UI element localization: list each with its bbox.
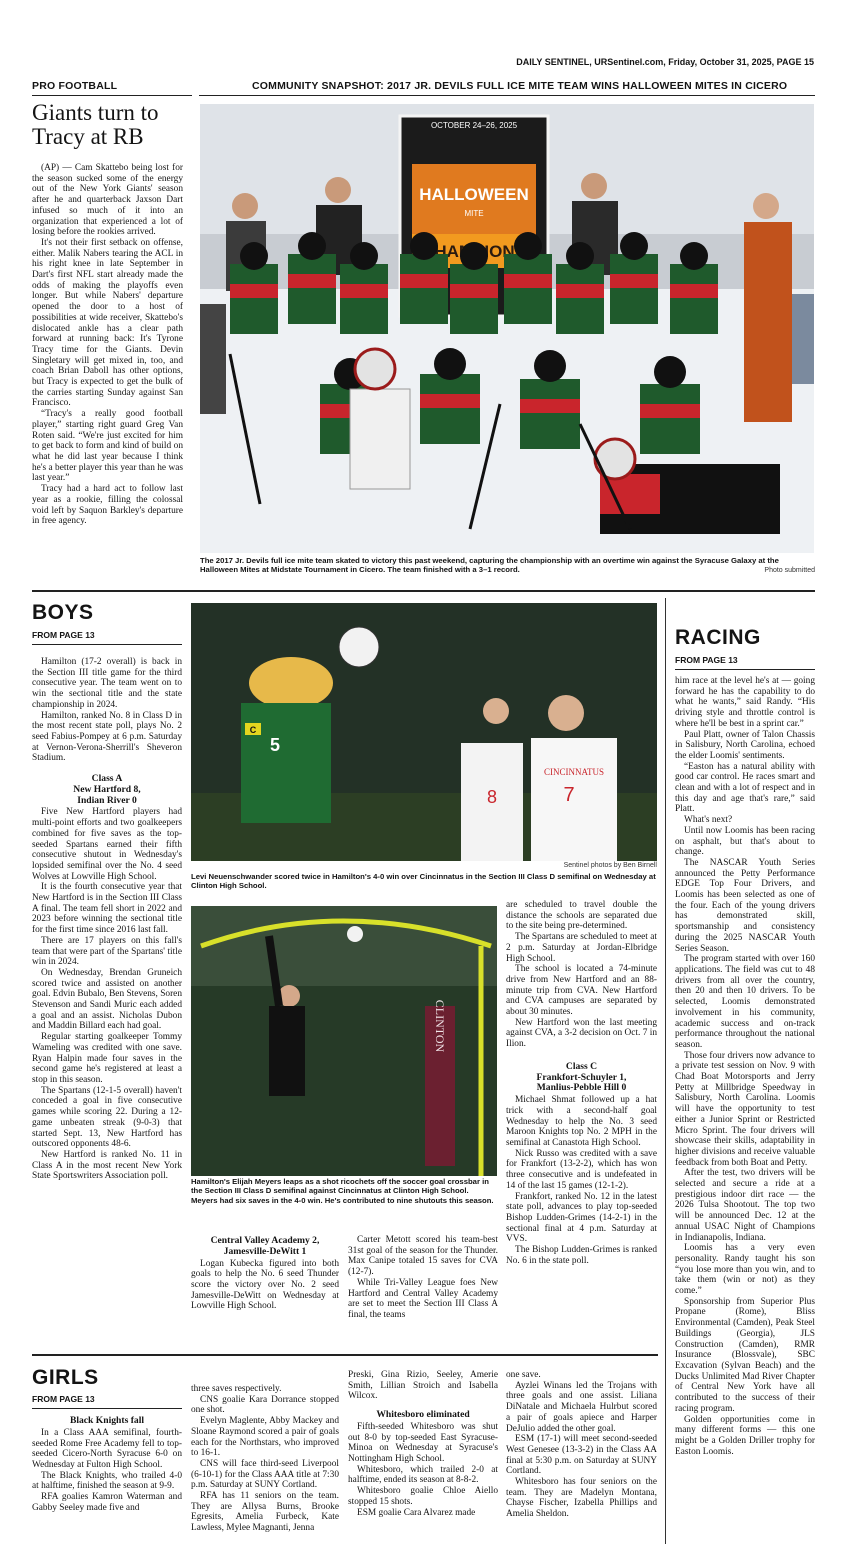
paragraph: one save.	[506, 1370, 541, 1380]
paragraph: In a Class AAA semifinal, fourth-seeded Rome Free Academy fell to top-seeded Cicero-North Syracuse 6-0 on Wednesday at Fulton High School.	[32, 1427, 182, 1470]
subhead: Black Knights fall	[69, 1415, 145, 1426]
paragraph: Tracy had a hard act to follow last year as a rookie, filling the colossal void left by Saquon Barkley's departure in free agency.	[32, 484, 183, 527]
paragraph: Hamilton, ranked No. 8 in Class D in the most recent state poll, plays No. 2 seed Fabius-Pompey at 6 p.m. Saturday at Vernon-Verona-Sherrill's Sheveron Stadium.	[32, 710, 182, 764]
snapshot-caption: The 2017 Jr. Devils full ice mite team skated to victory this past weekend, capturing the championship with an overtime win against the Syracuse Galaxy at the Halloween Mites at Midstate Tournament in Cicero. The team finished with a 3–1 record.	[200, 556, 779, 575]
paragraph: CNS will face third-seed Liverpool (6-10-1) for the Class AAA title at 7:30 p.m. Saturday at SUNY Cortland.	[191, 1458, 339, 1491]
paragraph: ESM (17-1) will meet second-seeded West Genesee (13-3-2) in the Class AA final at 5:30 p.m. on Saturday at SUNY Cortland.	[506, 1434, 657, 1477]
jersey-number-8: 8	[486, 787, 498, 807]
paragraph: On Wednesday, Brendan Gruneich scored twice and assisted on another goal. Edvin Bubalo, Ben Stevens, Soren Stevenson and Sandi Muric each added a goal and an assist. Nicholas Dubon and Maddin Billard each had goal.	[32, 967, 183, 1032]
section-title-girls: GIRLS	[32, 1366, 99, 1389]
paragraph: There are 17 players on this fall's team that were part of the Spartans' title win in 2024.	[32, 935, 182, 968]
boys-column-1	[32, 657, 182, 1182]
section-title-racing: RACING	[675, 626, 761, 649]
page-folio: DAILY SENTINEL, URSentinel.com, Friday, October 31, 2025, PAGE 15	[516, 57, 814, 67]
snapshot-credit: Photo submitted	[764, 567, 815, 574]
section-title-boys: BOYS	[32, 601, 94, 624]
boys-column-3	[348, 1235, 498, 1321]
paragraph: Whitesboro, which trailed 2-0 at halftime, ended its season at 8-8-2.	[348, 1464, 498, 1486]
banner-halloween: HALLOWEEN	[419, 185, 529, 204]
paragraph: The NASCAR Youth Series announced the Petty Performance EDGE Top Four Drivers, and Loomis has been selected as one of the four. Each of the young drivers has demonstrated skill, sportsmanship and consistency during the 2025 NASCAR Youth Series Season.	[675, 857, 815, 954]
paragraph: three saves respectively.	[191, 1384, 282, 1394]
section-label-pro-football: PRO FOOTBALL	[32, 80, 118, 92]
paragraph: Until now Loomis has been racing on asphalt, but that's about to change.	[675, 825, 815, 858]
paragraph: It's not their first setback on offense, either. Malik Nabers tearing the ACL in his right knee in late September in Dart's first NFL start already made the odds of making the playoffs even longer. But while Nabers' departure opened the door to a host of possibilities at wide receiver, Skattebo's dislocated ankle has a clear path forward at running back: It's Tyrone Tracy time for the Giants. Devin Singletary will get mixed in, too, and coach Brian Daboll has other options, but Tracy is expected to get the bulk of the carries starting Sunday against San Francisco.	[32, 237, 183, 409]
paragraph: Nick Russo was credited with a save for Frankfort (13-2-2), which has won three consecutive and is undefeated in 14 of the last 15 games (12-1-2).	[506, 1148, 657, 1191]
paragraph: It is the fourth consecutive year that New Hartford is in the Section III Class A final. The team fell short in 2022 and 2023 before winning the sectional title for the first time since 2016 last fall.	[32, 882, 182, 936]
goalkeeper-photo	[191, 906, 497, 1176]
paragraph: The Bishop Ludden-Grimes is ranked No. 6 in the state poll.	[506, 1245, 657, 1266]
paragraph: ESM goalie Cara Alvarez made	[357, 1507, 476, 1518]
paragraph: Whitesboro has four seniors on the team. They are Madelyn Montana, Chayse Fischer, Izabella Phillips and Amelia Sheldon.	[506, 1477, 657, 1520]
paragraph: New Hartford is ranked No. 11 in Class A in the most recent New York State Sportswriters Association poll.	[32, 1149, 182, 1182]
paragraph: Preski, Gina Rizio, Seeley, Amerie Smith, Lillian Stroich and Isabella Wilcox.	[348, 1370, 498, 1402]
jersey-captain: C	[249, 725, 257, 735]
jersey-number-5: 5	[269, 735, 281, 755]
paragraph: CNS goalie Kara Dorrance stopped one shot.	[191, 1394, 339, 1416]
paragraph: “Tracy's a really good football player,” starting right guard Greg Van Roten said. “We're just excited for him to get back to form and kind of build on what he did last year because I think he's a better player this year than he was last year.”	[32, 409, 183, 484]
jersey-text: CINCINNATUS	[543, 767, 605, 777]
photo2-caption: Hamilton's Elijah Meyers leaps as a shot ricochets off the soccer goal crossbar in the Section III Class D semifinal against Cincinnatus at Clinton High School. Meyers had six saves in the 4-0 win. He's contributed to nine shutouts this season.	[191, 1177, 494, 1205]
article-giants	[32, 163, 183, 527]
subhead-line: Indian River 0	[77, 794, 137, 806]
paragraph: Carter Metott scored his team-best 31st goal of the season for the Thunder. Max Canipe totaled 15 saves for CVA (12-7).	[348, 1235, 498, 1278]
subhead-line: Manlius-Pebble Hill 0	[536, 1082, 627, 1094]
subhead	[191, 1236, 339, 1258]
paragraph: RFA goalies Kamron Waterman and Gabby Seeley made five and	[32, 1492, 182, 1513]
paragraph: The school is located a 74-minute drive from New Hartford and an 88-minute trip from CVA. New Hartford and CVA campuses are separated by about 30 minutes.	[506, 964, 657, 1018]
paragraph: The Spartans (12-1-5 overall) haven't conceded a goal in five consecutive games while scoring 22. During a 12-game unbeaten streak (9-0-3) that started Sept. 13, New Hartford has outscored opponents 48-6.	[32, 1085, 182, 1150]
banner-mite: MITE	[464, 209, 484, 218]
paragraph: Fifth-seeded Whitesboro was shut out 8-0 by top-seeded East Syracuse-Minoa on Wednesday at Syracuse's Nottingham High School.	[348, 1421, 498, 1465]
paragraph: Frankfort, ranked No. 12 in the latest state poll, advances to play top-seeded Bishop Ludden-Grimes (14-2-1) in the sectional final at 4 p.m. Saturday at VVS.	[506, 1191, 657, 1245]
paragraph: Ayzlei Winans led the Trojans with three goals and one assist. Liliana DiNatale and Michaela Hulrbut scored a pair of goals apiece and Harper DeJulio added the other goal.	[506, 1380, 657, 1434]
hockey-team-photo	[200, 104, 814, 553]
girls-column-2	[191, 1384, 339, 1534]
paragraph: What's next?	[684, 815, 733, 826]
paragraph: The Black Knights, who trailed 4-0 at halftime, finished the season at 9-9.	[32, 1470, 182, 1492]
boys-column-2	[191, 1233, 339, 1312]
subhead-line: New Hartford 8,	[73, 783, 141, 795]
girls-column-1	[32, 1416, 182, 1513]
subhead-line: Jamesville-DeWitt 1	[223, 1245, 307, 1257]
paragraph: Loomis has a very even personality. Randy taught his son “you lose more than you win, and to take them (win or not) as they come.”	[675, 1243, 815, 1297]
paragraph: Regular starting goalkeeper Tommy Wameling was credited with one save. Ryan Halpin made four saves in the second game he's registered at least a stop in this season.	[32, 1032, 182, 1085]
paragraph: Hamilton (17-2 overall) is back in the Section III title game for the third consecutive year. The team went on to win the sectional title and the state championship in 2024.	[32, 657, 182, 710]
racing-column	[675, 676, 815, 1457]
jump-girls: FROM PAGE 13	[32, 1394, 95, 1404]
subhead	[506, 1062, 657, 1094]
subhead-line: Class C	[565, 1060, 598, 1072]
paragraph: “Easton has a natural ability with good car control. He races smart and clean and with a lot of respect and in this day and age that's rare,” said Platt.	[675, 761, 815, 815]
snapshot-title: COMMUNITY SNAPSHOT: 2017 JR. DEVILS FULL ICE MITE TEAM WINS HALLOWEEN MITES IN CICERO	[252, 80, 788, 92]
paragraph: RFA has 11 seniors on the team. They are Allysa Burns, Brooke Egresits, Amelia Furbeck, Kate Lawless, Mylee Magnanti, Jenna	[191, 1491, 339, 1534]
paragraph: Sponsorship from Superior Plus Propane (Rome), Bliss Environmental (Camden), Peak Steel Buildings (Georgia), JLS Construction (Camden), RMR Insurance (Blossvale), SBC Excavation (Sylvan Beach) and the Ducks Unlimited Mad River Chapter of Central New York have all contributed to the success of their racing program.	[675, 1296, 815, 1414]
jump-boys: FROM PAGE 13	[32, 630, 95, 640]
soccer-header-photo	[191, 603, 657, 861]
clinton-banner: CLINTON	[433, 999, 447, 1053]
subhead-line: Frankfort-Schuyler 1,	[536, 1071, 627, 1083]
banner-date: OCTOBER 24–26, 2025	[430, 121, 518, 130]
paragraph: are scheduled to travel double the distance the schools are separated due to the site being pre-determined.	[506, 900, 657, 932]
girls-column-3	[348, 1370, 498, 1518]
girls-column-4	[506, 1370, 657, 1520]
paragraph: The program started with over 160 applications. The field was cut to 48 drivers from all over the country, then 20 and then 10 drivers. To be selected, Loomis demonstrated involvement in his community, academic success and on-track performance throughout the national season.	[675, 954, 815, 1050]
jump-racing: FROM PAGE 13	[675, 655, 738, 665]
subhead-line: Central Valley Academy 2,	[210, 1235, 320, 1246]
paragraph: While Tri-Valley League foes New Hartford and Central Valley Academy are set to meet the Section III Class A final, the teams	[348, 1277, 498, 1320]
paragraph: Evelyn Maglente, Abby Mackey and Sloane Raymond scored a pair of goals each for the Northstars, who improved to 16-1.	[191, 1416, 339, 1459]
subhead	[32, 774, 182, 806]
paragraph: The Spartans are scheduled to meet at 2 p.m. Saturday at Jordan-Elbridge High School.	[506, 932, 657, 964]
paragraph: Golden opportunities come in many different forms — this one might be a Golden Driller trophy for Easton Loomis.	[675, 1414, 815, 1457]
paragraph: New Hartford won the last meeting against CVA, a 3-2 decision on Oct. 7 in Ilion.	[506, 1017, 657, 1050]
paragraph: After the test, two drivers will be selected and secure a ride at a prestigious indoor dirt race — the 2026 Tulsa Shootout. The top two will be announced Dec. 12 at the annual USAC Night of Champions in Indianapolis, Indiana.	[675, 1168, 815, 1243]
paragraph: Logan Kubecka figured into both goals to help the No. 6 seed Thunder score the victory over No. 2 seed Jamesville-DeWitt on Wednesday at Lowville High School.	[191, 1258, 339, 1312]
paragraph: Whitesboro goalie Chloe Aiello stopped 15 shots.	[348, 1486, 498, 1507]
photo1-caption: Levi Neuenschwander scored twice in Hamilton's 4-0 win over Cincinnatus in the Section III Class D semifinal on Wednesday at Clinton High School.	[191, 872, 656, 891]
subhead-line: Class A	[91, 773, 123, 785]
paragraph: Those four drivers now advance to a private test session on Nov. 9 with Chad Boat Motorsports and Jerry Petty at Millbridge Speedway in Salisbury, North Carolina. Loomis will have the opportunity to test either a Junior Sprint or Restricted Micro Sprint. The four drivers will showcase their skills, adaptability in higher divisions and receive valuable feedback from both Boat and Petty.	[675, 1050, 815, 1168]
headline-giants: Giants turn to Tracy at RB	[32, 100, 159, 149]
subhead: Whitesboro eliminated	[376, 1409, 470, 1421]
boys-column-4	[506, 900, 657, 1266]
paragraph: Michael Shmat followed up a hat trick with a second-half goal Wednesday to help the No. 3 seed Maroon Knights top No. 2 MPH in the semifinal at Canastota High School.	[506, 1095, 657, 1149]
paragraph: Five New Hartford players had multi-point efforts and two goalkeepers combined for five saves as the top-seeded Spartans earned their fifth consecutive shutout in Wednesday's lopsided semifinal over the No. 4 seed Wolves at Lowville High School.	[32, 807, 182, 882]
photo1-credit: Sentinel photos by Ben Birnell	[563, 862, 657, 869]
paragraph: (AP) — Cam Skattebo being lost for the season sucked some of the energy out of the New York Giants' season after he and quarterback Jaxson Dart infused so much of it into an organization that experienced a lot of losing before the rookies arrived.	[32, 163, 183, 238]
jersey-number-7: 7	[563, 784, 575, 806]
paragraph: him race at the level he's at — going forward he has the capability to do what he wants,” said Randy. “His driving style and throttle control is where he'll be best in a sprint car.”	[675, 676, 815, 729]
paragraph: Paul Platt, owner of Talon Chassis in Salisbury, North Carolina, echoed the elder Loomis' sentiments.	[675, 729, 815, 761]
